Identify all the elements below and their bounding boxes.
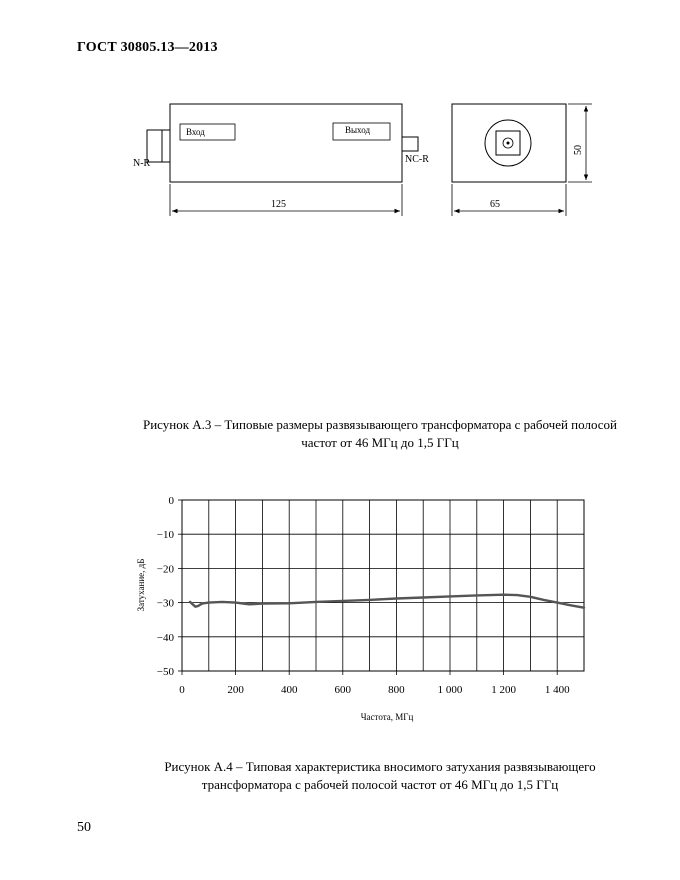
dim-width-label: 65 <box>490 199 500 210</box>
x-tick-label: 1 000 <box>437 684 463 696</box>
figure-a4-caption <box>100 758 660 794</box>
y-tick-label: −10 <box>156 529 174 542</box>
figure-a3-caption <box>100 416 660 452</box>
dim-length-label: 125 <box>271 199 286 210</box>
figure-a3-caption-line2: частот от 46 МГц до 1,5 ГГц <box>301 435 459 450</box>
y-tick-label: −20 <box>156 563 174 576</box>
right-connector-label: NC-R <box>405 154 429 165</box>
left-connector-label: N-R <box>133 158 151 169</box>
figure-a3-caption-line1: Рисунок А.3 – Типовые размеры развязывающего трансформатора с рабочей полосой <box>142 417 617 432</box>
y-tick-label: −40 <box>156 631 174 644</box>
y-tick-label: 0 <box>168 495 174 507</box>
x-tick-label: 800 <box>388 684 405 696</box>
output-label: Выход <box>345 125 371 135</box>
series-line <box>190 595 584 608</box>
figure-a4-caption-line1: Рисунок А.4 – Типовая характеристика вносимого затухания развязывающего <box>164 759 596 774</box>
right-connector-shape <box>402 137 418 151</box>
x-tick-label: 1 200 <box>491 684 516 696</box>
x-tick-label: 200 <box>227 684 244 696</box>
y-axis-label: Затухание, дБ <box>136 558 146 612</box>
x-tick-label: 600 <box>334 684 352 696</box>
page-number: 50 <box>77 820 91 835</box>
y-tick-label: −50 <box>156 666 174 678</box>
figure-a4-caption-line2: трансформатора с рабочей полосой частот от 46 МГц до 1,5 ГГц <box>201 777 559 792</box>
x-tick-label: 1 400 <box>544 684 570 696</box>
y-tick-label: −30 <box>156 597 174 610</box>
left-connector-shape <box>147 130 170 162</box>
figure-a3-drawing <box>0 0 680 260</box>
x-tick-label: 0 <box>179 684 185 696</box>
dim-height-label: 50 <box>573 145 584 155</box>
transformer-body-side <box>170 104 402 182</box>
document-header: ГОСТ 30805.13—2013 <box>77 40 218 55</box>
input-label: Вход <box>186 127 205 137</box>
x-tick-label: 400 <box>280 684 298 696</box>
plot-area <box>182 500 584 671</box>
x-axis-label: Частота, МГц <box>360 712 414 722</box>
